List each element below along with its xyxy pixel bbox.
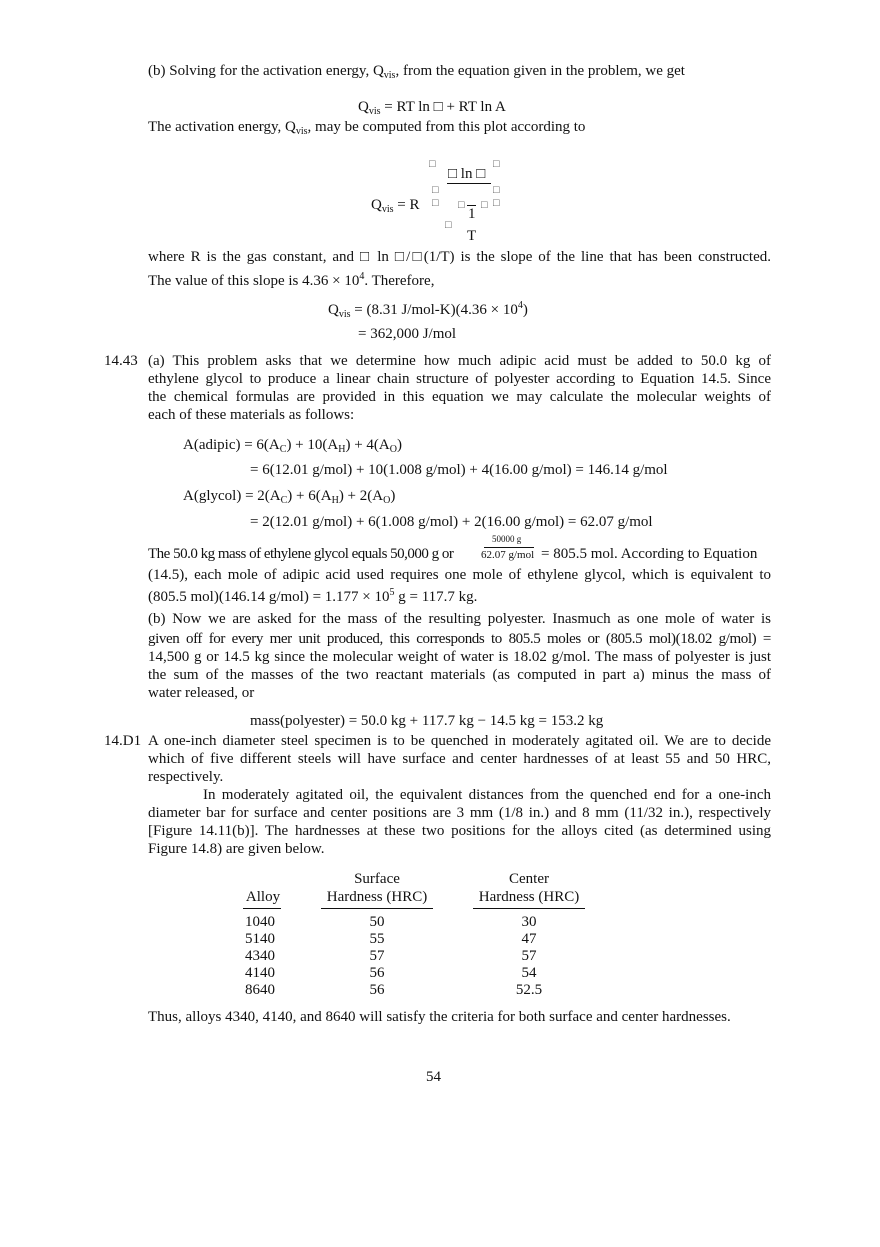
text: A(glycol) = 2(A xyxy=(183,488,281,504)
paragraph-line: Figure 14.8) are given below. xyxy=(148,841,325,857)
conclusion: Thus, alloys 4340, 4140, and 8640 will satisfy the criteria for both surface and center hardnesses. xyxy=(148,1009,731,1025)
text: Q xyxy=(328,302,339,318)
bracket-left xyxy=(432,184,439,210)
subscript: vis xyxy=(295,126,308,137)
text: The value of this slope is 4.36 × 10 xyxy=(148,273,360,289)
bracket-glyph: □ xyxy=(493,158,500,170)
cell-alloy: 8640 xyxy=(245,982,275,998)
text: ) + 10(A xyxy=(286,437,339,453)
text: = R xyxy=(393,197,420,213)
paragraph-line: In moderately agitated oil, the equivalent distances from the quenched end for a one-inch xyxy=(203,787,771,803)
paragraph-line: which of five different steels will have surface and center hardnesses of at least 55 and 50 HRC, xyxy=(148,751,771,767)
mass-line xyxy=(148,584,477,606)
cell-alloy: 4340 xyxy=(245,948,275,964)
den-glyph: □ xyxy=(458,199,465,211)
one: 1 xyxy=(468,206,476,222)
text: Q xyxy=(358,99,369,115)
subscript: C xyxy=(279,444,287,455)
cell-center: 30 xyxy=(521,914,537,930)
paragraph-line: the chemical formulas are provided in this equation we may calculate the molecular weights of xyxy=(148,389,771,405)
subscript: vis xyxy=(338,309,351,320)
text: (805.5 mol)(146.14 g/mol) = 1.177 × 10 xyxy=(148,589,390,605)
subscript: H xyxy=(338,444,346,455)
paragraph-line: A one-inch diameter steel specimen is to be quenched in moderately agitated oil. We are to decide xyxy=(148,733,771,749)
subscript: O xyxy=(389,444,397,455)
text: Q xyxy=(371,197,382,213)
text: . Therefore, xyxy=(364,273,435,289)
t: T xyxy=(467,228,477,244)
bracket-right xyxy=(493,184,500,210)
page-number: 54 xyxy=(426,1069,441,1085)
column-header: Hardness (HRC) xyxy=(478,889,580,905)
cell-surface: 55 xyxy=(369,931,385,947)
fraction-denominator: 62.07 g/mol xyxy=(481,549,535,561)
den-glyph: □ xyxy=(481,199,488,211)
part-b-intro xyxy=(148,62,685,85)
paragraph-line: [Figure 14.11(b)]. The hardnesses at these two positions for the alloys cited (as determined using xyxy=(148,823,771,839)
glyph: □ xyxy=(493,184,500,196)
bracket-glyph: □ xyxy=(445,219,452,231)
column-header: Center xyxy=(509,871,549,887)
header-underline xyxy=(321,908,433,909)
cell-center: 57 xyxy=(521,948,537,964)
mass-line: = 805.5 mol. According to Equation xyxy=(541,546,758,562)
text: ) xyxy=(397,437,402,453)
cell-surface: 56 xyxy=(369,965,385,981)
mass-equation: mass(polyester) = 50.0 kg + 117.7 kg − 14.5 kg = 153.2 kg xyxy=(250,713,604,729)
text: ) xyxy=(522,302,528,318)
subscript: H xyxy=(331,495,339,506)
cell-center: 47 xyxy=(521,931,537,947)
adipic-value: = 6(12.01 g/mol) + 10(1.008 g/mol) + 4(16.00 g/mol) = 146.14 g/mol xyxy=(250,462,668,478)
paragraph-line: (a) This problem asks that we determine how much adipic acid must be added to 50.0 kg of xyxy=(148,353,771,369)
text: A(adipic) = 6(A xyxy=(183,437,280,453)
column-header: Alloy xyxy=(245,889,281,905)
text: = (8.31 J/mol-K)(4.36 × 10 xyxy=(350,302,518,318)
header-underline xyxy=(243,908,281,909)
subscript: C xyxy=(280,495,288,506)
numerator: □ ln □ xyxy=(448,166,486,182)
glycol-value: = 2(12.01 g/mol) + 6(1.008 g/mol) + 2(16.00 g/mol) = 62.07 g/mol xyxy=(250,514,653,530)
subscript: vis xyxy=(383,70,396,81)
text: , from the equation given in the problem, we get xyxy=(395,63,685,79)
glyph: □ xyxy=(493,197,500,209)
equation-qvis-3 xyxy=(328,297,528,324)
equation-result: = 362,000 J/mol xyxy=(358,326,457,342)
text: ) + 2(A xyxy=(338,488,384,504)
cell-alloy: 5140 xyxy=(245,931,275,947)
column-header: Hardness (HRC) xyxy=(326,889,428,905)
paragraph-line: each of these materials as follows: xyxy=(148,407,355,423)
cell-surface: 56 xyxy=(369,982,385,998)
paragraph-line: respectively. xyxy=(148,769,224,785)
activation-line xyxy=(148,118,585,141)
exponent: 4 xyxy=(359,271,365,282)
adipic-formula xyxy=(183,436,402,459)
lhs xyxy=(371,196,419,219)
paragraph-line: (b) Now we are asked for the mass of the resulting polyester. Inasmuch as one mole of water is xyxy=(148,611,771,627)
text: (b) Solving for the activation energy, Q xyxy=(148,63,384,79)
paragraph-line: diameter bar for surface and center positions are 3 mm (1/8 in.) and 8 mm (11/32 in.), respectively xyxy=(148,805,771,821)
mass-line: The 50.0 kg mass of ethylene glycol equals 50,000 g or xyxy=(148,546,454,562)
subscript: O xyxy=(383,495,391,506)
cell-surface: 57 xyxy=(369,948,385,964)
fraction-bar xyxy=(447,183,491,184)
text: ) + 4(A xyxy=(345,437,390,453)
mass-line: (14.5), each mole of adipic acid used requires one mole of ethylene glycol, which is equivalent to xyxy=(148,567,771,583)
bracket-glyph: □ xyxy=(429,158,436,170)
fraction-numerator: 50000 g xyxy=(492,534,522,544)
exponent: 4 xyxy=(517,300,523,311)
problem-number: 14.D1 xyxy=(104,733,142,749)
subscript: vis xyxy=(368,106,381,117)
glyph: □ xyxy=(432,184,439,196)
text: ) + 6(A xyxy=(287,488,332,504)
fraction-bar xyxy=(484,547,534,548)
problem-number: 14.43 xyxy=(104,353,138,369)
text: , may be computed from this plot according to xyxy=(307,119,586,135)
paragraph-line: 14,500 g or 14.5 kg since the molecular weight of water is 18.02 g/mol. The mass of polyester is just xyxy=(148,649,771,665)
paragraph-line: ethylene glycol to produce a linear chain structure of polyester according to Equation 14.5. Since xyxy=(148,371,771,387)
where-line: where R is the gas constant, and □ ln □/□(1/T) is the slope of the line that has been constructed. xyxy=(148,249,771,265)
cell-alloy: 4140 xyxy=(245,965,275,981)
subscript: vis xyxy=(381,204,394,215)
text: = RT ln □ + RT ln A xyxy=(380,99,506,115)
exponent: 5 xyxy=(389,587,395,598)
paragraph-line: the sum of the masses of the two reactant materials (as computed in part a) minus the mass of xyxy=(148,667,771,683)
glycol-formula xyxy=(183,487,395,510)
cell-alloy: 1040 xyxy=(245,914,275,930)
paragraph-line: water released, or xyxy=(148,685,255,701)
cell-center: 54 xyxy=(521,965,537,981)
text: g = 117.7 kg. xyxy=(394,589,478,605)
text: ) xyxy=(390,488,396,504)
value-line xyxy=(148,268,434,290)
text: The activation energy, Q xyxy=(148,119,296,135)
cell-surface: 50 xyxy=(369,914,385,930)
glyph: □ xyxy=(432,197,439,209)
header-underline xyxy=(473,908,585,909)
column-header: Surface xyxy=(354,871,400,887)
cell-center: 52.5 xyxy=(515,982,543,998)
paragraph-line: given off for every mer unit produced, this corresponds to 805.5 moles or (805.5 mol)(18.02 g/mol) = xyxy=(148,631,771,647)
